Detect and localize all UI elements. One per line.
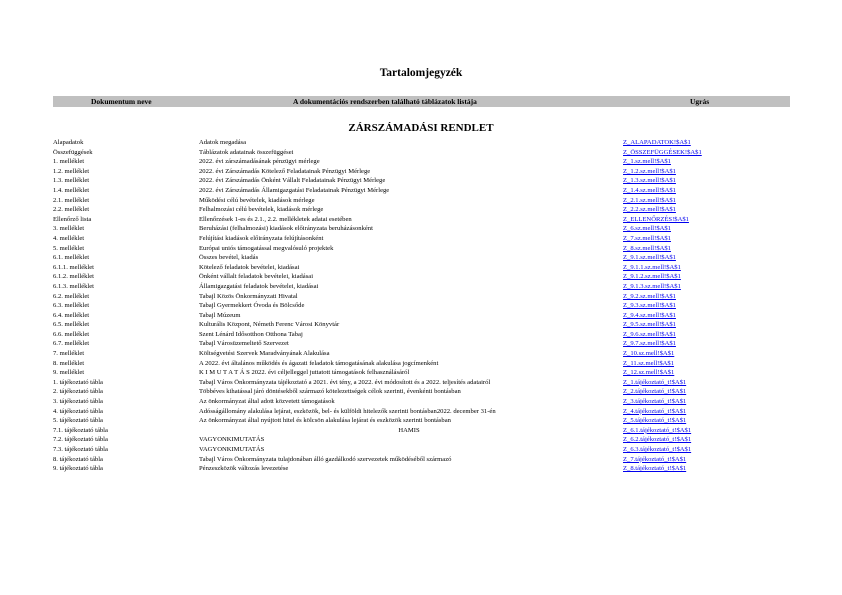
document-name: 6.2. melléklet	[53, 292, 90, 300]
jump-link[interactable]: Z_2.1.sz.mell!$A$1	[623, 196, 676, 204]
jump-link[interactable]: Z_11.sz.mell!$A$1	[623, 359, 675, 367]
table-row	[53, 378, 790, 388]
document-name: 1. tájékoztató tábla	[53, 378, 103, 386]
document-name: 2.2. melléklet	[53, 206, 90, 214]
table-description: Pénzeszközök változás levezetése	[199, 465, 289, 473]
table-description: Államigazgatási feladatok bevételei, kiadásai	[199, 282, 319, 290]
table-row	[53, 464, 790, 474]
table-description: Kötelező feladatok bevételei, kiadásai	[199, 263, 300, 271]
jump-link[interactable]: Z_9.1.2.sz.mell!$A$1	[623, 273, 681, 281]
document-name: 1.2. melléklet	[53, 167, 90, 175]
table-row	[53, 330, 790, 340]
document-name: 9. melléklet	[53, 369, 85, 377]
table-description: Beruházási (felhalmozási) kiadások előirányzata beruházásonként	[199, 225, 373, 233]
jump-link[interactable]: Z_9.1.1.sz.mell!$A$1	[623, 263, 681, 271]
table-description: Költségvetési Szervek Maradványának Alakulása	[199, 350, 330, 358]
table-row	[53, 234, 790, 244]
jump-link[interactable]: Z_ÖSSZEFÜGGÉSEK!$A$1	[623, 148, 702, 156]
document-name: 9. tájékoztató tábla	[53, 465, 103, 473]
document-name: 2.1. melléklet	[53, 196, 90, 204]
table-description: Önként vállalt feladatok bevételei, kiadásai	[199, 273, 314, 281]
table-row	[53, 272, 790, 282]
table-description: VAGYONKIMUTATÁS	[199, 436, 265, 444]
table-description: Tabajl Város Önkormányzata tulajdonában álló gazdálkodó szervezetek működéséből származó	[199, 455, 452, 463]
table-description: 2022. évi Zárszámadás Önként Vállalt Feladatainak Pénzügyi Mérlege	[199, 177, 386, 185]
jump-link[interactable]: Z_10.sz.mell!$A$1	[623, 350, 675, 358]
jump-link[interactable]: Z_1.tájékoztató_t!$A$1	[623, 378, 687, 386]
table-row	[53, 263, 790, 273]
table-description: HAMIS	[398, 426, 420, 434]
document-name: 5. tájékoztató tábla	[53, 417, 103, 425]
table-description: Többéves kihatással járó döntésekből származó kötelezettségek célok szerinti, évenkénti bontásban	[199, 388, 461, 396]
jump-link[interactable]: Z_7.tájékoztató_t!$A$1	[623, 455, 687, 463]
toc-table	[53, 138, 790, 474]
table-row	[53, 320, 790, 330]
document-name: 6.3. melléklet	[53, 302, 90, 310]
jump-link[interactable]: Z_9.1.sz.mell!$A$1	[623, 254, 676, 262]
table-description: Adósságállomány alakulása lejárat, eszközök, bel- és külföldi hitelezők szerinti bontásban2022. december 31-én	[199, 407, 496, 415]
table-row	[53, 416, 790, 426]
jump-link[interactable]: Z_8.sz.mell!$A$1	[623, 244, 671, 252]
jump-link[interactable]: Z_8.tájékoztató_t!$A$1	[623, 465, 687, 473]
jump-link[interactable]: Z_1.sz.mell!$A$1	[623, 158, 671, 166]
table-row	[53, 426, 790, 436]
table-description: Működési célú bevételek, kiadások mérlege	[199, 196, 315, 204]
document-name: Ellenőrző lista	[53, 215, 92, 223]
table-row	[53, 196, 790, 206]
header-table-list: A dokumentációs rendszerben található táblázatok listája	[293, 97, 477, 106]
jump-link[interactable]: Z_1.4.sz.mell!$A$1	[623, 186, 676, 194]
table-description: 2022. évi Zárszámadás Kötelező Feladatainak Pénzügyi Mérlege	[199, 167, 371, 175]
table-description: A 2022. évi általános működés és ágazati feladatok támogatásának alakulása jogcímenként	[199, 359, 439, 367]
table-description: Kulturális Központ, Németh Ferenc Városi Könyvtár	[199, 321, 340, 329]
jump-link[interactable]: Z_6.1.tájékoztató_t!$A$1	[623, 426, 692, 434]
table-description: Tabajl Múzeum	[199, 311, 241, 319]
table-description: 2022. évi Zárszámadás Államigazgatási Feladatainak Pénzügyi Mérlege	[199, 186, 390, 194]
jump-link[interactable]: Z_6.3.tájékoztató_t!$A$1	[623, 446, 692, 453]
table-row	[53, 311, 790, 321]
document-name: 6.6. melléklet	[53, 330, 90, 338]
table-description: K I M U T A T Á S 2022. évi céljelleggel juttatott támogatások felhasználásáról	[199, 369, 410, 377]
jump-link[interactable]: Z_1.3.sz.mell!$A$1	[623, 177, 676, 185]
table-row	[53, 157, 790, 167]
table-row	[53, 435, 790, 445]
table-description: Tabajl Gyermekkert Óvoda és Bölcsőde	[199, 302, 305, 310]
table-description: 2022. évi zárszámadásának pénzügyi mérlege	[199, 158, 320, 166]
table-row	[53, 224, 790, 234]
jump-link[interactable]: Z_2.2.sz.mell!$A$1	[623, 206, 676, 214]
document-name: 1.4. melléklet	[53, 186, 90, 194]
table-description: Ellenőrzések 1-es és 2.1., 2.2. mellékletek adatai esetében	[199, 215, 352, 223]
jump-link[interactable]: Z_12.sz.mell!$A$1	[623, 369, 675, 377]
jump-link[interactable]: Z_9.1.3.sz.mell!$A$1	[623, 282, 681, 290]
document-name: 6.7. melléklet	[53, 340, 90, 348]
jump-link[interactable]: Z_9.4.sz.mell!$A$1	[623, 311, 676, 319]
jump-link[interactable]: Z_2.tájékoztató_t!$A$1	[623, 388, 687, 396]
document-name: 7. melléklet	[53, 350, 85, 358]
document-name: 7.1. tájékoztató tábla	[53, 426, 108, 434]
table-description: Európai uniós támogatással megvalósuló projektek	[199, 244, 334, 252]
document-name: 6.1.3. melléklet	[53, 282, 95, 290]
table-description: Szent Lénárd Idősotthon Otthona Tabaj	[199, 330, 303, 338]
jump-link[interactable]: Z_ALAPADATOK!$A$1	[623, 139, 691, 146]
table-row	[53, 148, 790, 158]
table-description: VAGYONKIMUTATÁS	[199, 446, 265, 453]
document-name: 6.1.2. melléklet	[53, 273, 95, 281]
table-row	[53, 359, 790, 369]
jump-link[interactable]: Z_6.sz.mell!$A$1	[623, 225, 671, 233]
header-jump: Ugrás	[690, 97, 710, 106]
table-row	[53, 138, 790, 148]
table-row	[53, 455, 790, 465]
document-name: 8. tájékoztató tábla	[53, 455, 103, 463]
table-description: Felújítási kiadások előirányzata felújításonként	[199, 234, 324, 242]
table-row	[53, 292, 790, 302]
document-name: 1.3. melléklet	[53, 177, 90, 185]
document-name: Alapadatok	[53, 139, 84, 146]
document-name: 5. melléklet	[53, 244, 85, 252]
table-description: Tabajl Város Önkormányzata tájékoztató a 2021. évi tény, a 2022. évi módosított és a 2022. teljesítés adatairól	[199, 378, 491, 386]
table-description: Az önkormányzat által adott közvetett támogatások	[199, 398, 335, 406]
section-title: ZÁRSZÁMADÁSI RENDLET	[348, 122, 494, 134]
table-row	[53, 215, 790, 225]
table-description: Összes bevétel, kiadás	[199, 254, 259, 262]
jump-link[interactable]: Z_9.5.sz.mell!$A$1	[623, 321, 676, 329]
table-row	[53, 244, 790, 254]
table-row	[53, 339, 790, 349]
document-name: 6.5. melléklet	[53, 321, 90, 329]
table-description: Adatok megadása	[199, 139, 247, 146]
document-name: 7.3. tájékoztató tábla	[53, 446, 108, 453]
document-name: 2. tájékoztató tábla	[53, 388, 103, 396]
table-description: Felhalmozási célú bevételek, kiadások mérlege	[199, 206, 324, 214]
document-name: 3. melléklet	[53, 225, 85, 233]
table-row	[53, 205, 790, 215]
jump-link[interactable]: Z_9.2.sz.mell!$A$1	[623, 292, 676, 300]
table-row	[53, 407, 790, 417]
document-name: Összefüggések	[53, 148, 93, 156]
table-row	[53, 186, 790, 196]
table-description: Az önkormányzat által nyújtott hitel és kölcsön alakulása lejárat és eszközök szerinti bontásban	[199, 417, 451, 425]
document-name: 1. melléklet	[53, 158, 85, 166]
table-description: Tabajl Közös Önkormányzati Hivatal	[199, 292, 298, 300]
document-name: 3. tájékoztató tábla	[53, 398, 103, 406]
table-row	[53, 282, 790, 292]
jump-link[interactable]: Z_1.2.sz.mell!$A$1	[623, 167, 676, 175]
table-header	[53, 96, 790, 107]
table-row	[53, 176, 790, 186]
table-description: Táblázatok adatainak összefüggései	[199, 148, 294, 156]
jump-link[interactable]: Z_3.tájékoztató_t!$A$1	[623, 398, 687, 406]
table-row	[53, 397, 790, 407]
document-name: 6.1. melléklet	[53, 254, 90, 262]
jump-link[interactable]: Z_6.2.tájékoztató_t!$A$1	[623, 436, 692, 444]
document-name: 7.2. tájékoztató tábla	[53, 436, 108, 444]
jump-link[interactable]: Z_9.7.sz.mell!$A$1	[623, 340, 676, 348]
page-title: Tartalomjegyzék	[379, 67, 463, 79]
table-row	[53, 349, 790, 359]
jump-link[interactable]: Z_9.3.sz.mell!$A$1	[623, 302, 676, 310]
jump-link[interactable]: Z_ELLENŐRZÉS!$A$1	[623, 215, 689, 223]
table-row	[53, 368, 790, 378]
table-description: Tabajl Városüzemeltető Szervezet	[199, 340, 289, 348]
header-doc-name: Dokumentum neve	[91, 97, 152, 106]
table-row	[53, 253, 790, 263]
document-name: 6.4. melléklet	[53, 311, 90, 319]
jump-link[interactable]: Z_5.tájékoztató_t!$A$1	[623, 417, 687, 425]
table-row	[53, 445, 790, 455]
document-name: 4. melléklet	[53, 234, 85, 242]
jump-link[interactable]: Z_9.6.sz.mell!$A$1	[623, 330, 676, 338]
document-name: 6.1.1. melléklet	[53, 263, 95, 271]
table-row	[53, 301, 790, 311]
jump-link[interactable]: Z_7.sz.mell!$A$1	[623, 234, 671, 242]
table-row	[53, 387, 790, 397]
jump-link[interactable]: Z_4.tájékoztató_t!$A$1	[623, 407, 687, 415]
document-name: 8. melléklet	[53, 359, 85, 367]
document-name: 4. tájékoztató tábla	[53, 407, 103, 415]
table-row	[53, 167, 790, 177]
